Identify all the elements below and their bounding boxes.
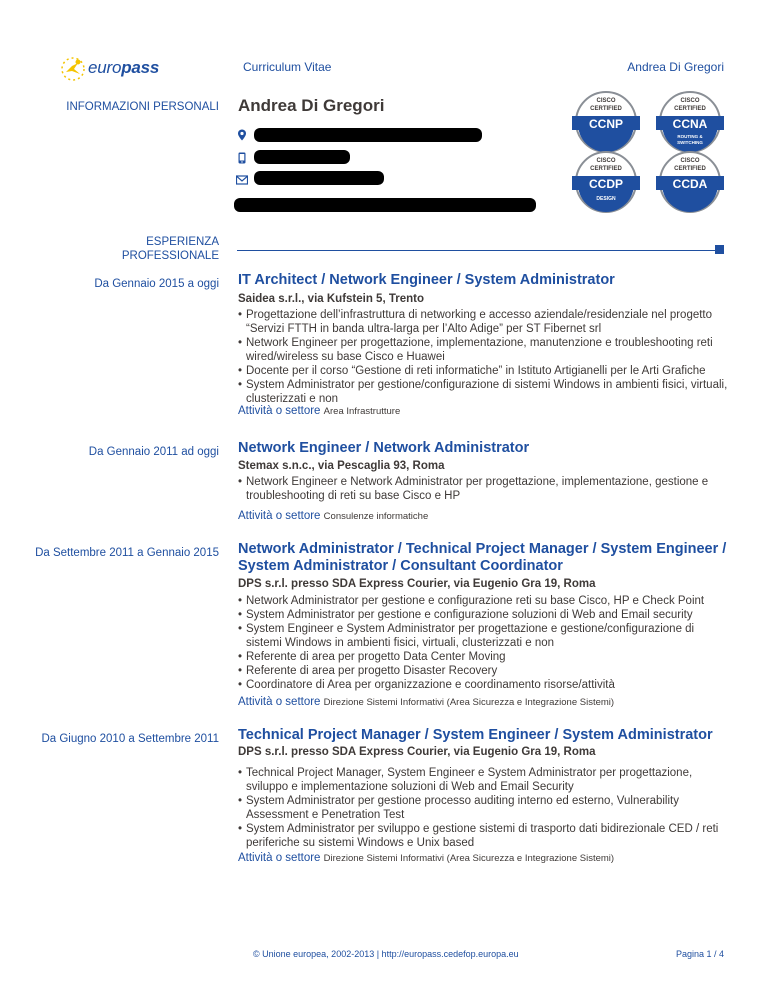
redacted-address (254, 128, 482, 142)
entry-period: Da Settembre 2011 a Gennaio 2015 (35, 547, 219, 559)
list-item: • System Administrator per gestione e configurazione soluzioni di Web and Email security (238, 608, 728, 622)
badge-subtitle: ROUTING & (677, 134, 703, 139)
badge-subtitle: DESIGN (596, 196, 616, 202)
list-item: • System Administrator per gestione/configurazione di sistemi Windows in ambienti fisici, virtuali, clusterizzati e non (238, 378, 728, 406)
badge-code: CCNP (588, 117, 624, 131)
badge-code: CCNA (672, 117, 708, 131)
mobile-phone-icon (236, 152, 248, 164)
footer-page-number: Pagina 1 / 4 (675, 949, 724, 959)
list-item: • Docente per il corso “Gestione di reti informatiche” in Istituto Artigianelli per le Arti Grafiche (238, 364, 728, 378)
badge-vendor: CISCO (680, 98, 700, 104)
list-item: • System Administrator per sviluppo e gestione sistemi di trasporto dati bidirezionale CED / reti periferiche su sistemi Windows e Unix based (238, 822, 728, 850)
list-item: • Coordinatore di Area per organizzazione e coordinamento risorse/attività (238, 678, 728, 692)
experience-label-line-1: ESPERIENZA (146, 236, 219, 248)
badge-vendor: CISCO (596, 98, 616, 104)
badge-code: CCDA (672, 177, 708, 191)
badge-level: CERTIFIED (590, 106, 622, 112)
entry-sector (238, 405, 400, 417)
document-type-label: Curriculum Vitae (243, 60, 332, 74)
header-name: Andrea Di Gregori (627, 60, 724, 74)
logo-text: europass (88, 58, 160, 77)
sector-label: Attività o settore (238, 696, 321, 708)
entry-sector (238, 510, 428, 522)
entry-employer: DPS s.r.l. presso SDA Express Courier, via Eugenio Gra 19, Roma (238, 746, 596, 758)
sector-value: Consulenze informatiche (323, 511, 429, 522)
sector-label: Attività o settore (238, 510, 321, 522)
europass-logo (58, 54, 168, 84)
redacted-email (254, 171, 384, 185)
sector-value: Area Infrastrutture (323, 406, 401, 417)
entry-title: IT Architect / Network Engineer / System Administrator (238, 272, 615, 288)
personal-info-label: INFORMAZIONI PERSONALI (66, 101, 219, 113)
footer-copyright: © Unione europea, 2002-2013 | http://europass.cedefop.europa.eu (253, 949, 519, 959)
badge-vendor: CISCO (680, 158, 700, 164)
list-item: • Referente di area per progetto Disaster Recovery (238, 664, 728, 678)
entry-bullets (238, 475, 728, 503)
experience-label-line-2: PROFESSIONALE (121, 250, 219, 262)
entry-employer: DPS s.r.l. presso SDA Express Courier, via Eugenio Gra 19, Roma (238, 578, 596, 590)
entry-period: Da Gennaio 2015 a oggi (94, 278, 219, 290)
section-divider-square (715, 245, 724, 254)
entry-sector (238, 852, 614, 864)
redacted-extra-info (234, 198, 536, 212)
entry-employer: Stemax s.n.c., via Pescaglia 93, Roma (238, 460, 445, 472)
sector-value: Direzione Sistemi Informativi (Area Sicurezza e Integrazione Sistemi) (323, 853, 615, 864)
cisco-badge-ccna (652, 90, 728, 154)
experience-section-label (0, 235, 219, 263)
candidate-name: Andrea Di Gregori (238, 96, 385, 115)
entry-bullets (238, 594, 728, 692)
europass-star-figure-icon (58, 54, 88, 84)
list-item: • Network Administrator per gestione e configurazione reti su base Cisco, HP e Check Point (238, 594, 728, 608)
list-item: • Network Engineer e Network Administrator per progettazione, implementazione, gestione e troubleshooting di reti su base Cisco e HP (238, 475, 728, 503)
list-item: • Technical Project Manager, System Engineer e System Administrator per progettazione, sviluppo e implementazione soluzioni di Web and Email Security (238, 766, 728, 794)
entry-title: Technical Project Manager / System Engineer / System Administrator (238, 727, 713, 743)
cisco-badge-ccdp (568, 150, 644, 214)
list-item: • Progettazione dell’infrastruttura di networking e accesso aziendale/residenziale nel progetto “Servizi FTTH in banda ultra-larga per l’Alto Adige” per ST Fibernet srl (238, 308, 728, 336)
badge-level: CERTIFIED (590, 166, 622, 172)
section-divider-line (237, 250, 715, 251)
entry-period: Da Gennaio 2011 ad oggi (88, 446, 219, 458)
location-pin-icon (236, 129, 248, 141)
cisco-badge-ccda (652, 150, 728, 214)
badge-level: CERTIFIED (674, 106, 706, 112)
badge-vendor: CISCO (596, 158, 616, 164)
badge-subtitle: SWITCHING (677, 140, 703, 145)
list-item: • System Administrator per gestione processo auditing interno ed esterno, Vulnerability Assessment e Penetration Test (238, 794, 728, 822)
redacted-phone (254, 150, 350, 164)
entry-title: Network Administrator / Technical Project Manager / System Engineer / System Administrator / Consultant Coordinator (238, 541, 727, 574)
badge-code: CCDP (588, 177, 624, 191)
list-item: • Network Engineer per progettazione, implementazione, manutenzione e troubleshooting reti wired/wireless su base Cisco e Huawei (238, 336, 728, 364)
entry-period: Da Giugno 2010 a Settembre 2011 (41, 733, 219, 745)
cisco-badge-ccnp (568, 90, 644, 154)
sector-label: Attività o settore (238, 405, 321, 417)
sector-value: Direzione Sistemi Informativi (Area Sicurezza e Integrazione Sistemi) (323, 697, 615, 708)
entry-bullets (238, 766, 728, 850)
entry-sector (238, 696, 614, 708)
badge-level: CERTIFIED (674, 166, 706, 172)
list-item: • Referente di area per progetto Data Center Moving (238, 650, 728, 664)
entry-title: Network Engineer / Network Administrator (238, 440, 530, 456)
list-item: • System Engineer e System Administrator per progettazione e gestione/configurazione di sistemi Windows in ambienti fisici, virtuali, clusterizzati e non (238, 622, 728, 650)
entry-employer: Saidea s.r.l., via Kufstein 5, Trento (238, 293, 424, 305)
email-envelope-icon (236, 174, 248, 186)
sector-label: Attività o settore (238, 852, 321, 864)
entry-bullets (238, 308, 728, 406)
